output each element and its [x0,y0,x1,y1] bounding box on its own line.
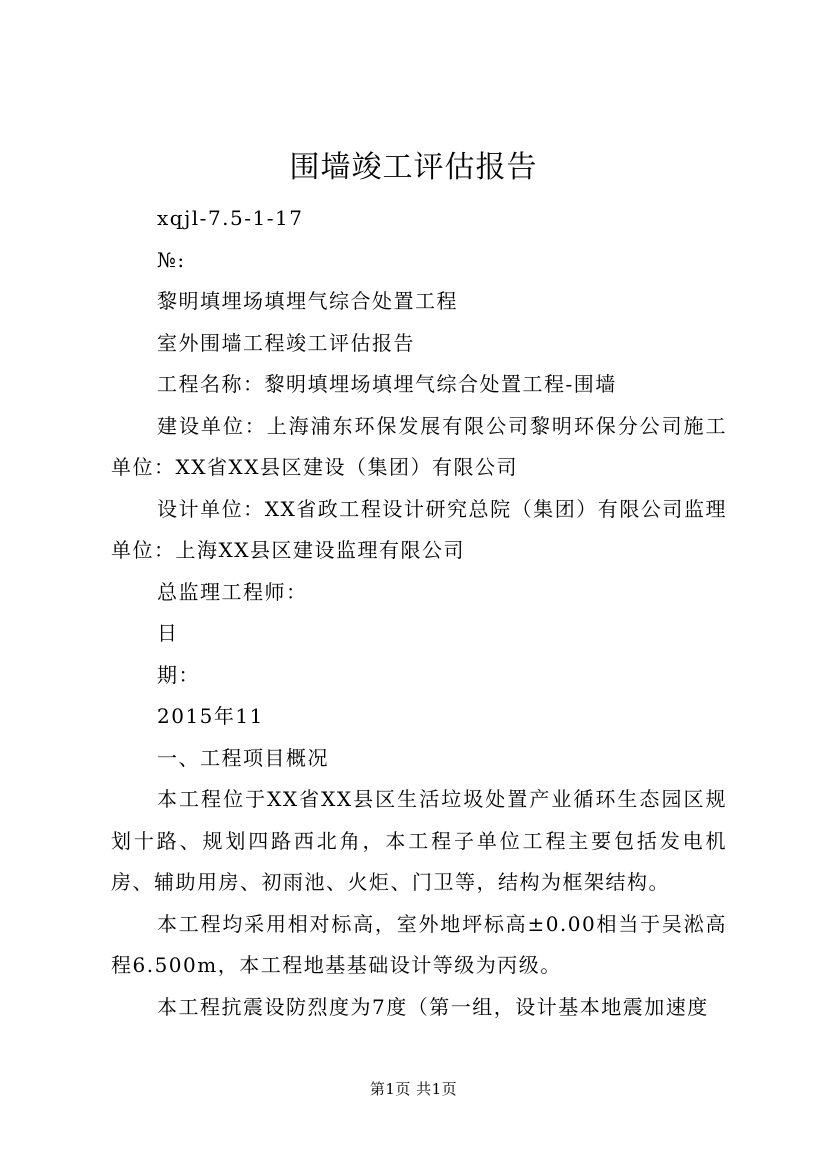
page-footer: 第1页 共1页 [369,1080,458,1098]
construction-unit-field: 建设单位：上海浦东环保发展有限公司黎明环保分公司施工单位：XX省XX县区建设（集团）有限公司 [111,413,727,479]
date-value: 2015年11 [157,704,264,728]
document-body [111,198,727,1028]
document-code: xqjl-7.5-1-17 [157,206,304,230]
project-name-line: 黎明填埋场填埋气综合处置工程 [157,289,458,313]
overview-paragraph-location: 本工程位于XX省XX县区生活垃圾处置产业循环生态园区规划十路、规划四路西北角，本工程子单位工程主要包括发电机房、辅助用房、初雨池、火炬、门卫等，结构为框架结构。 [111,787,727,894]
chief-supervisor-field: 总监理工程师： [157,579,308,604]
overview-paragraph-seismic: 本工程抗震设防烈度为7度（第一组，设计基本地震加速度 [157,994,709,1019]
overview-paragraph-elevation: 本工程均采用相对标高，室外地坪标高±0.00相当于吴淞高程6.500m，本工程地基基础设计等级为丙级。 [111,911,727,977]
section-heading: 一、工程项目概况 [157,745,329,770]
date-label-part-1: 日 [157,621,179,645]
date-label-part-2: 期： [157,662,200,687]
engineering-name-field: 工程名称：黎明填埋场填埋气综合处置工程-围墙 [157,372,617,396]
document-number-label: №: [157,247,186,272]
design-unit-field: 设计单位：XX省政工程设计研究总院（集团）有限公司监理单位：上海XX县区建设监理有限公司 [111,496,727,562]
report-subtitle: 室外围墙工程竣工评估报告 [157,330,415,355]
document-title: 围墙竣工评估报告 [289,150,538,185]
